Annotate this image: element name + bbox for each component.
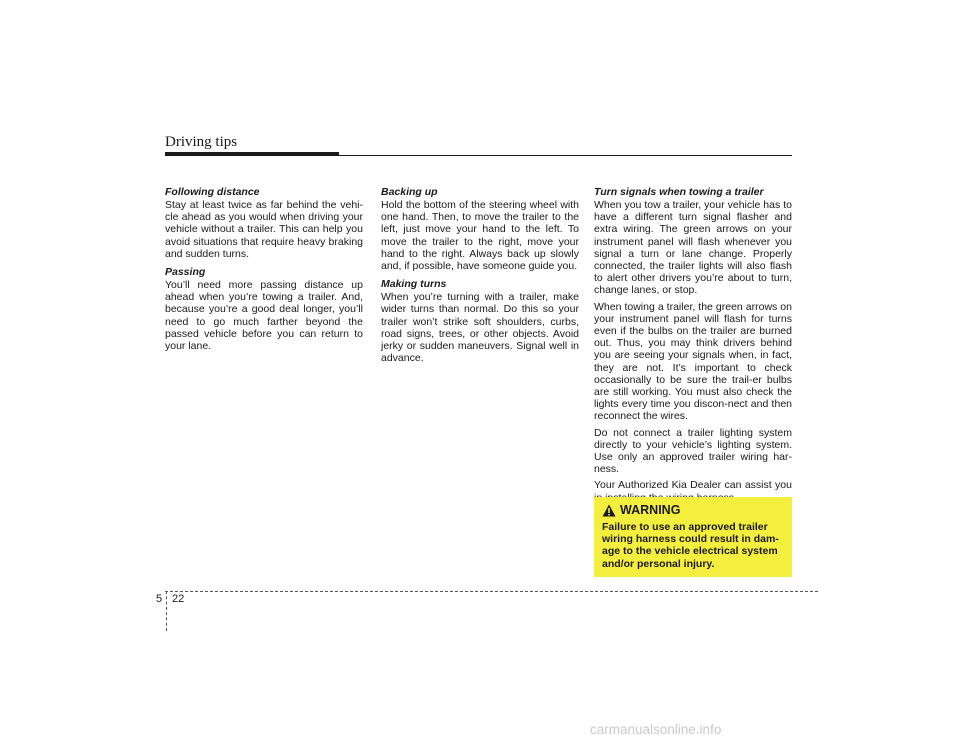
- column-3: [594, 186, 792, 510]
- warning-text: Failure to use an approved trailer wiring harness could result in dam-age to the vehicle electrical system and/or personal injury.: [602, 521, 779, 570]
- section-heading: Passing: [165, 266, 206, 279]
- section-paragraph: Hold the bottom of the steering wheel with one hand. Then, to move the trailer to the left, just move your hand to the left. To move the trailer to the right, move your hand to the right. Always back up slowly and, if possible, have someone guide you.: [381, 199, 579, 273]
- section-paragraph: When towing a trailer, the green arrows on your instrument panel will flash for turns even if the bulbs on the trailer are burned out. Thus, you may think drivers behind you are seeing your signals when, in fact, they are not. It’s important to check occasionally to be sure the trail-er bulbs are still working. You must also check the lights every time you discon-nect and then reconnect the wires.: [594, 300, 792, 423]
- watermark: carmanualsonline.info: [590, 722, 722, 737]
- column-1: [165, 186, 363, 358]
- warning-box: [594, 497, 792, 577]
- section-heading: Turn signals when towing a trailer: [594, 186, 764, 198]
- footer-rule: [165, 591, 818, 592]
- section-paragraph: You’ll need more passing distance up ahead when you’re towing a trailer. And, because you’re a good deal longer, you’ll need to go much farther beyond the passed vehicle before you can return to your lane.: [165, 279, 363, 353]
- section-paragraph: Your Authorized Kia Dealer can assist you: [594, 479, 792, 492]
- warning-title: WARNING: [620, 503, 681, 517]
- column-2: [381, 186, 579, 370]
- section-passing: [165, 266, 363, 352]
- section-paragraph: Stay at least twice as far behind the vehi-cle ahead as you would when driving your vehicle without a trailer. This can help you avoid situations that require heavy braking and sudden turns.: [165, 199, 363, 260]
- section-following-distance: [165, 186, 363, 260]
- section-backing-up: [381, 186, 579, 272]
- footer-vertical-rule: [166, 591, 167, 631]
- section-heading: Backing up: [381, 186, 438, 198]
- page-chapter: 5: [156, 593, 163, 605]
- warning-triangle-icon: [602, 504, 616, 517]
- section-paragraph: When you’re turning with a trailer, make wider turns than normal. Do this so your trailer won’t strike soft shoulders, curbs, road signs, trees, or other objects. Avoid jerky or sudden maneuvers. Signal well in advance.: [381, 291, 579, 365]
- section-heading: Making turns: [381, 278, 447, 291]
- header-rule-thick: [165, 152, 339, 156]
- section-making-turns: [381, 278, 579, 364]
- section-paragraph: Do not connect a trailer lighting system directly to your vehicle’s lighting system. Use only an approved trailer wiring har-ness.: [594, 426, 792, 476]
- section-paragraph: When you tow a trailer, your vehicle has to have a different turn signal flasher and extra wiring. The green arrows on your instrument panel will flash whenever you signal a turn or lane change. Properly connected, the trailer lights will also flash to alert other drivers you’re about to turn, change lanes, or stop.: [594, 199, 792, 297]
- page-number: 22: [172, 593, 185, 605]
- section-heading: Following distance: [165, 186, 260, 198]
- header-rule-thin: [339, 155, 792, 156]
- page-header-title: Driving tips: [165, 134, 238, 150]
- warning-header: [602, 503, 680, 517]
- section-turn-signals: [594, 186, 792, 504]
